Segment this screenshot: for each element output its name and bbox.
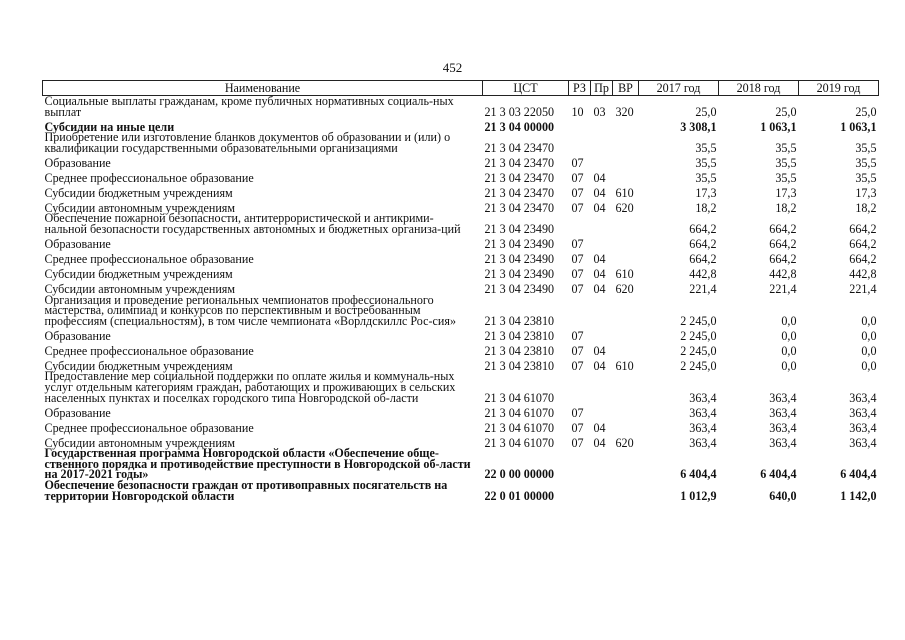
row-pr [591,132,613,153]
row-name: Обеспечение пожарной безопасности, антитеррористической и антикрими-нальной безопасности государственных автономных и бюджетных организа-ций [44,211,461,236]
row-value-2017: 3 308,1 [680,119,717,134]
row-name: Субсидии автономным учреждениям [44,435,236,450]
row-pr: 04 [593,358,606,373]
table-row [43,418,879,433]
row-code: 21 3 04 23470 [484,170,555,185]
row-value-2017: 17,3 [695,185,717,200]
row-name: Субсидии бюджетным учреждениям [44,358,233,373]
row-name: Среднее профессиональное образование [44,420,254,435]
row-value-2017: 1 012,9 [680,488,717,503]
table-row [43,448,879,480]
row-pr [591,153,613,168]
row-value-2018: 363,4 [769,420,797,435]
row-value-2017: 18,2 [695,200,717,215]
row-vr [613,213,639,234]
row-name: Предоставление мер социальной поддержки по оплате жилья и коммуналь-ных услуг отдельным категориям граждан, работающих и проживающих в сельских населенных пунктах и поселках городского типа Новгородской об-ласти [44,369,456,405]
row-rz [569,295,591,327]
row-value-2019: 442,8 [849,266,877,281]
row-name: Субсидии бюджетным учреждениям [44,266,233,281]
table-row [43,235,879,250]
row-value-2017: 363,4 [689,435,717,450]
row-rz: 07 [571,185,584,200]
row-value-2018: 442,8 [769,266,797,281]
row-code: 21 3 03 22050 [484,104,555,119]
row-pr: 04 [593,281,606,296]
row-pr [591,213,613,234]
row-rz: 07 [571,281,584,296]
row-vr [613,295,639,327]
row-rz: 07 [571,420,584,435]
row-rz: 07 [571,328,584,343]
row-value-2018: 1 063,1 [760,119,797,134]
table-row [43,480,879,501]
header-vr: ВР [613,81,639,96]
table-row [43,371,879,403]
row-pr [591,480,613,501]
row-code: 22 0 01 00000 [484,488,555,503]
table-row [43,341,879,356]
row-pr [591,235,613,250]
row-value-2019: 18,2 [855,200,877,215]
row-value-2017: 442,8 [689,266,717,281]
row-value-2018: 363,4 [769,390,797,405]
row-name: Образование [44,405,111,420]
row-rz: 07 [571,266,584,281]
row-vr: 620 [615,435,634,450]
table-row [43,265,879,280]
row-value-2017: 664,2 [689,251,717,266]
header-name: Наименование [43,81,483,96]
row-value-2018: 25,0 [775,104,797,119]
table-row [43,213,879,234]
row-value-2017: 35,5 [695,155,717,170]
row-value-2019: 221,4 [849,281,877,296]
row-value-2019: 363,4 [849,390,877,405]
row-value-2017: 25,0 [695,104,717,119]
row-value-2018: 221,4 [769,281,797,296]
row-pr [591,371,613,403]
row-value-2019: 1 063,1 [840,119,877,134]
row-value-2018: 0,0 [781,358,797,373]
row-value-2017: 35,5 [695,140,717,155]
row-value-2017: 2 245,0 [680,328,717,343]
row-vr [613,341,639,356]
row-rz: 07 [571,405,584,420]
row-name: Субсидии автономным учреждениям [44,200,236,215]
row-value-2018: 363,4 [769,405,797,420]
row-pr [591,403,613,418]
row-value-2019: 35,5 [855,155,877,170]
row-pr: 03 [593,104,606,119]
row-rz [569,132,591,153]
row-rz: 07 [571,170,584,185]
row-value-2019: 363,4 [849,435,877,450]
table-row [43,96,879,118]
row-code: 21 3 04 23490 [484,266,555,281]
row-vr [613,168,639,183]
row-value-2018: 363,4 [769,435,797,450]
row-vr: 620 [615,200,634,215]
row-pr [591,117,613,132]
row-code: 21 3 04 23490 [484,251,555,266]
table-row [43,295,879,327]
row-value-2018: 0,0 [781,313,797,328]
row-vr [613,480,639,501]
table-body [43,96,879,502]
row-rz: 07 [571,251,584,266]
row-code: 21 3 04 23810 [484,358,555,373]
row-rz [569,371,591,403]
row-value-2019: 6 404,4 [840,467,877,482]
row-code: 21 3 04 23470 [484,140,555,155]
row-value-2019: 363,4 [849,405,877,420]
row-value-2017: 6 404,4 [680,467,717,482]
row-vr [613,448,639,480]
row-value-2019: 25,0 [855,104,877,119]
row-value-2018: 17,3 [775,185,797,200]
row-code: 22 0 00 00000 [484,467,555,482]
row-vr: 610 [615,266,634,281]
row-name: Субсидии бюджетным учреждениям [44,185,233,200]
header-2017: 2017 год [639,81,719,96]
row-value-2019: 664,2 [849,251,877,266]
table-row [43,326,879,341]
row-value-2019: 17,3 [855,185,877,200]
row-pr: 04 [593,251,606,266]
row-rz [569,117,591,132]
row-value-2018: 35,5 [775,155,797,170]
row-value-2017: 363,4 [689,420,717,435]
row-value-2019: 0,0 [861,328,877,343]
budget-table [42,80,879,501]
row-code: 21 3 04 23810 [484,328,555,343]
page-number: 452 [442,60,463,75]
row-vr [613,403,639,418]
row-value-2019: 363,4 [849,420,877,435]
row-code: 21 3 04 23470 [484,200,555,215]
row-name: Государственная программа Новгородской области «Обеспечение обще-ственного порядка и противодействие преступности в Новгородской об-ласти на 2017-2021 годы» [44,446,471,482]
row-code: 21 3 04 23490 [484,281,555,296]
row-value-2017: 2 245,0 [680,343,717,358]
row-name: Социальные выплаты гражданам, кроме публичных нормативных социаль-ных выплат [44,94,454,119]
row-rz: 07 [571,343,584,358]
row-value-2018: 640,0 [769,488,797,503]
row-value-2017: 35,5 [695,170,717,185]
row-name: Среднее профессиональное образование [44,170,254,185]
row-pr [591,326,613,341]
row-rz: 10 [571,104,584,119]
row-name: Образование [44,328,111,343]
row-code: 21 3 04 23810 [484,313,555,328]
row-name: Организация и проведение региональных чемпионатов профессионального мастерства, олимпиад и конкурсов по перспективным и востребованным профессиям (специальностям), в том числе чемпионата «Ворлдскиллс Рос-сия» [44,292,457,328]
row-pr [591,295,613,327]
row-value-2017: 363,4 [689,390,717,405]
row-value-2017: 2 245,0 [680,358,717,373]
row-name: Образование [44,155,111,170]
table-row [43,168,879,183]
row-rz: 07 [571,236,584,251]
header-code: ЦСТ [483,81,569,96]
row-value-2019: 664,2 [849,236,877,251]
row-name: Субсидии на иные цели [44,119,175,134]
table-row [43,250,879,265]
row-code: 21 3 04 23810 [484,343,555,358]
row-pr [591,448,613,480]
table-row [43,183,879,198]
row-vr: 610 [615,185,634,200]
row-value-2018: 0,0 [781,343,797,358]
row-vr [613,326,639,341]
row-pr: 04 [593,420,606,435]
row-name: Приобретение или изготовление бланков документов об образовании и (или) о квалификации государственными образовательными организациями [44,130,451,155]
row-pr: 04 [593,435,606,450]
row-pr: 04 [593,343,606,358]
row-rz: 07 [571,358,584,373]
row-value-2018: 35,5 [775,170,797,185]
row-name: Среднее профессиональное образование [44,251,254,266]
row-pr: 04 [593,266,606,281]
row-value-2019: 1 142,0 [840,488,877,503]
row-value-2019: 0,0 [861,343,877,358]
row-pr: 04 [593,185,606,200]
row-value-2019: 35,5 [855,140,877,155]
row-value-2017: 664,2 [689,221,717,236]
header-2018: 2018 год [719,81,799,96]
row-code: 21 3 04 23470 [484,185,555,200]
row-vr [613,371,639,403]
row-value-2018: 664,2 [769,236,797,251]
row-value-2019: 664,2 [849,221,877,236]
row-value-2017: 221,4 [689,281,717,296]
row-value-2017: 363,4 [689,405,717,420]
row-value-2019: 0,0 [861,313,877,328]
row-value-2018: 6 404,4 [760,467,797,482]
row-name: Субсидии автономным учреждениям [44,281,236,296]
row-value-2017: 2 245,0 [680,313,717,328]
header-2019: 2019 год [799,81,879,96]
row-rz [569,480,591,501]
row-rz: 07 [571,200,584,215]
row-vr [613,418,639,433]
row-vr [613,153,639,168]
row-value-2019: 35,5 [855,170,877,185]
row-name: Образование [44,236,111,251]
row-code: 21 3 04 61070 [484,405,555,420]
row-value-2018: 0,0 [781,328,797,343]
row-value-2018: 18,2 [775,200,797,215]
row-code: 21 3 04 61070 [484,390,555,405]
row-rz [569,448,591,480]
row-pr: 04 [593,170,606,185]
row-value-2018: 35,5 [775,140,797,155]
row-code: 21 3 04 23490 [484,221,555,236]
row-code: 21 3 04 23490 [484,236,555,251]
row-rz: 07 [571,155,584,170]
row-code: 21 3 04 23470 [484,155,555,170]
row-code: 21 3 04 61070 [484,420,555,435]
row-value-2019: 0,0 [861,358,877,373]
row-vr [613,235,639,250]
row-vr [613,132,639,153]
table-row [43,132,879,153]
row-vr [613,117,639,132]
row-vr: 620 [615,281,634,296]
table-row [43,153,879,168]
row-code: 21 3 04 61070 [484,435,555,450]
row-vr: 320 [615,104,634,119]
row-name: Обеспечение безопасности граждан от противоправных посягательств на территории Новгородской области [44,477,448,503]
row-value-2018: 664,2 [769,221,797,236]
row-value-2017: 664,2 [689,236,717,251]
row-value-2018: 664,2 [769,251,797,266]
row-vr [613,250,639,265]
header-rz: РЗ [569,81,591,96]
table-row [43,403,879,418]
header-pr: Пр [591,81,613,96]
row-code: 21 3 04 00000 [484,119,555,134]
row-pr: 04 [593,200,606,215]
row-name: Среднее профессиональное образование [44,343,254,358]
row-rz: 07 [571,435,584,450]
row-vr: 610 [615,358,634,373]
row-rz [569,213,591,234]
